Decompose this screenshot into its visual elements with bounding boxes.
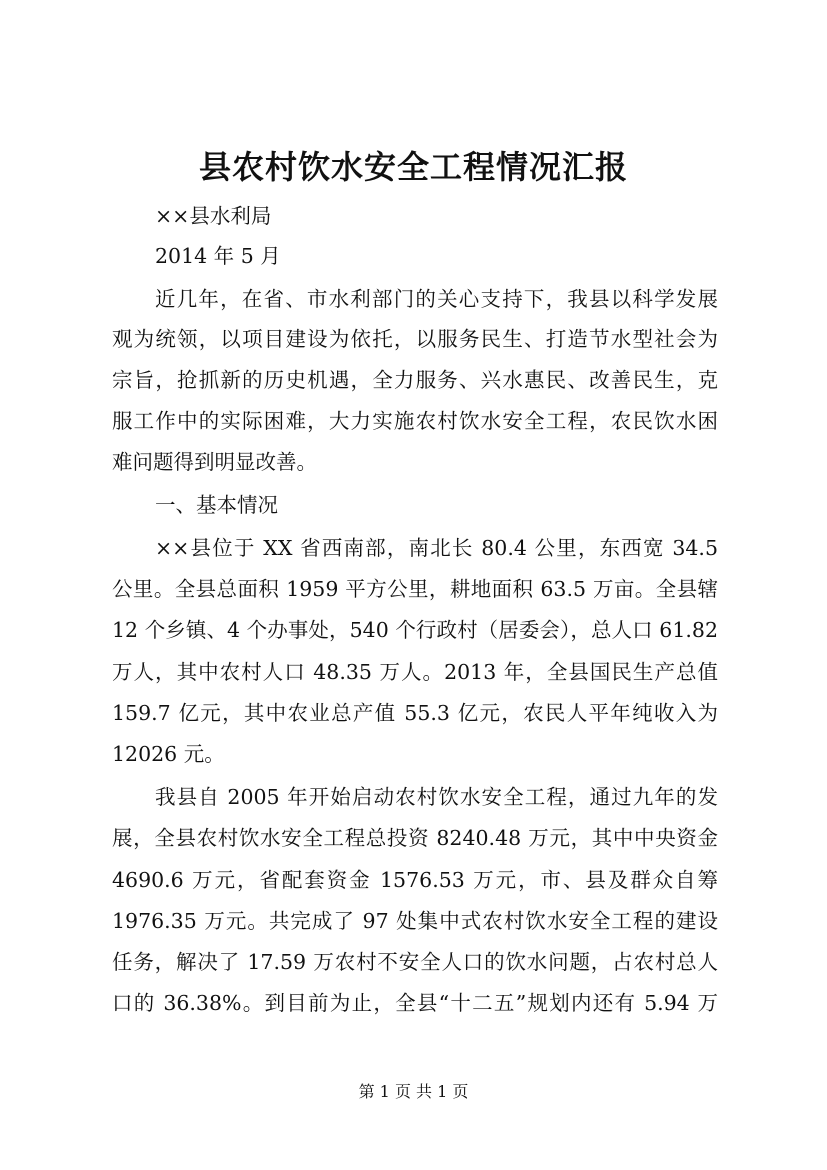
- date-line: 2014 年 5 月: [155, 244, 281, 268]
- paragraph-line: 我县自 2005 年开始启动农村饮水安全工程，通过九年的发: [155, 785, 718, 809]
- intro-line: 近几年，在省、市水利部门的关心支持下，我县以科学发展: [155, 287, 718, 311]
- paragraph-line: 任务，解决了 17.59 万农村不安全人口的饮水问题，占农村总人: [112, 950, 718, 974]
- intro-line: 宗旨，抢抓新的历史机遇，全力服务、兴水惠民、改善民生，克: [112, 368, 718, 392]
- author-line: ××县水利局: [155, 204, 272, 228]
- intro-line: 难问题得到明显改善。: [112, 450, 317, 474]
- paragraph-line: 公里。全县总面积 1959 平方公里，耕地面积 63.5 万亩。全县辖: [112, 577, 718, 601]
- intro-line: 服工作中的实际困难，大力实施农村饮水安全工程，农民饮水困: [112, 409, 718, 433]
- document-title: 县农村饮水安全工程情况汇报: [198, 148, 628, 186]
- page-footer: 第 1 页 共 1 页: [358, 1082, 469, 1101]
- paragraph-line: 万人，其中农村人口 48.35 万人。2013 年，全县国民生产总值: [112, 660, 718, 684]
- paragraph-line: 展，全县农村饮水安全工程总投资 8240.48 万元，其中中央资金: [112, 826, 718, 850]
- paragraph-line: 口的 36.38%。到目前为止，全县“十二五”规划内还有 5.94 万: [112, 991, 718, 1015]
- paragraph-line: 12 个乡镇、4 个办事处，540 个行政村（居委会），总人口 61.82: [112, 618, 718, 642]
- paragraph-line: 1976.35 万元。共完成了 97 处集中式农村饮水安全工程的建设: [112, 909, 718, 933]
- paragraph-line: 12026 元。: [112, 742, 225, 766]
- intro-line: 观为统领，以项目建设为依托，以服务民生、打造节水型社会为: [112, 327, 718, 351]
- paragraph-line: ××县位于 XX 省西南部，南北长 80.4 公里，东西宽 34.5: [155, 536, 718, 560]
- section-heading: 一、基本情况: [155, 493, 278, 517]
- paragraph-line: 4690.6 万元，省配套资金 1576.53 万元，市、县及群众自筹: [112, 868, 718, 892]
- paragraph-line: 159.7 亿元，其中农业总产值 55.3 亿元，农民人平年纯收入为: [112, 701, 718, 725]
